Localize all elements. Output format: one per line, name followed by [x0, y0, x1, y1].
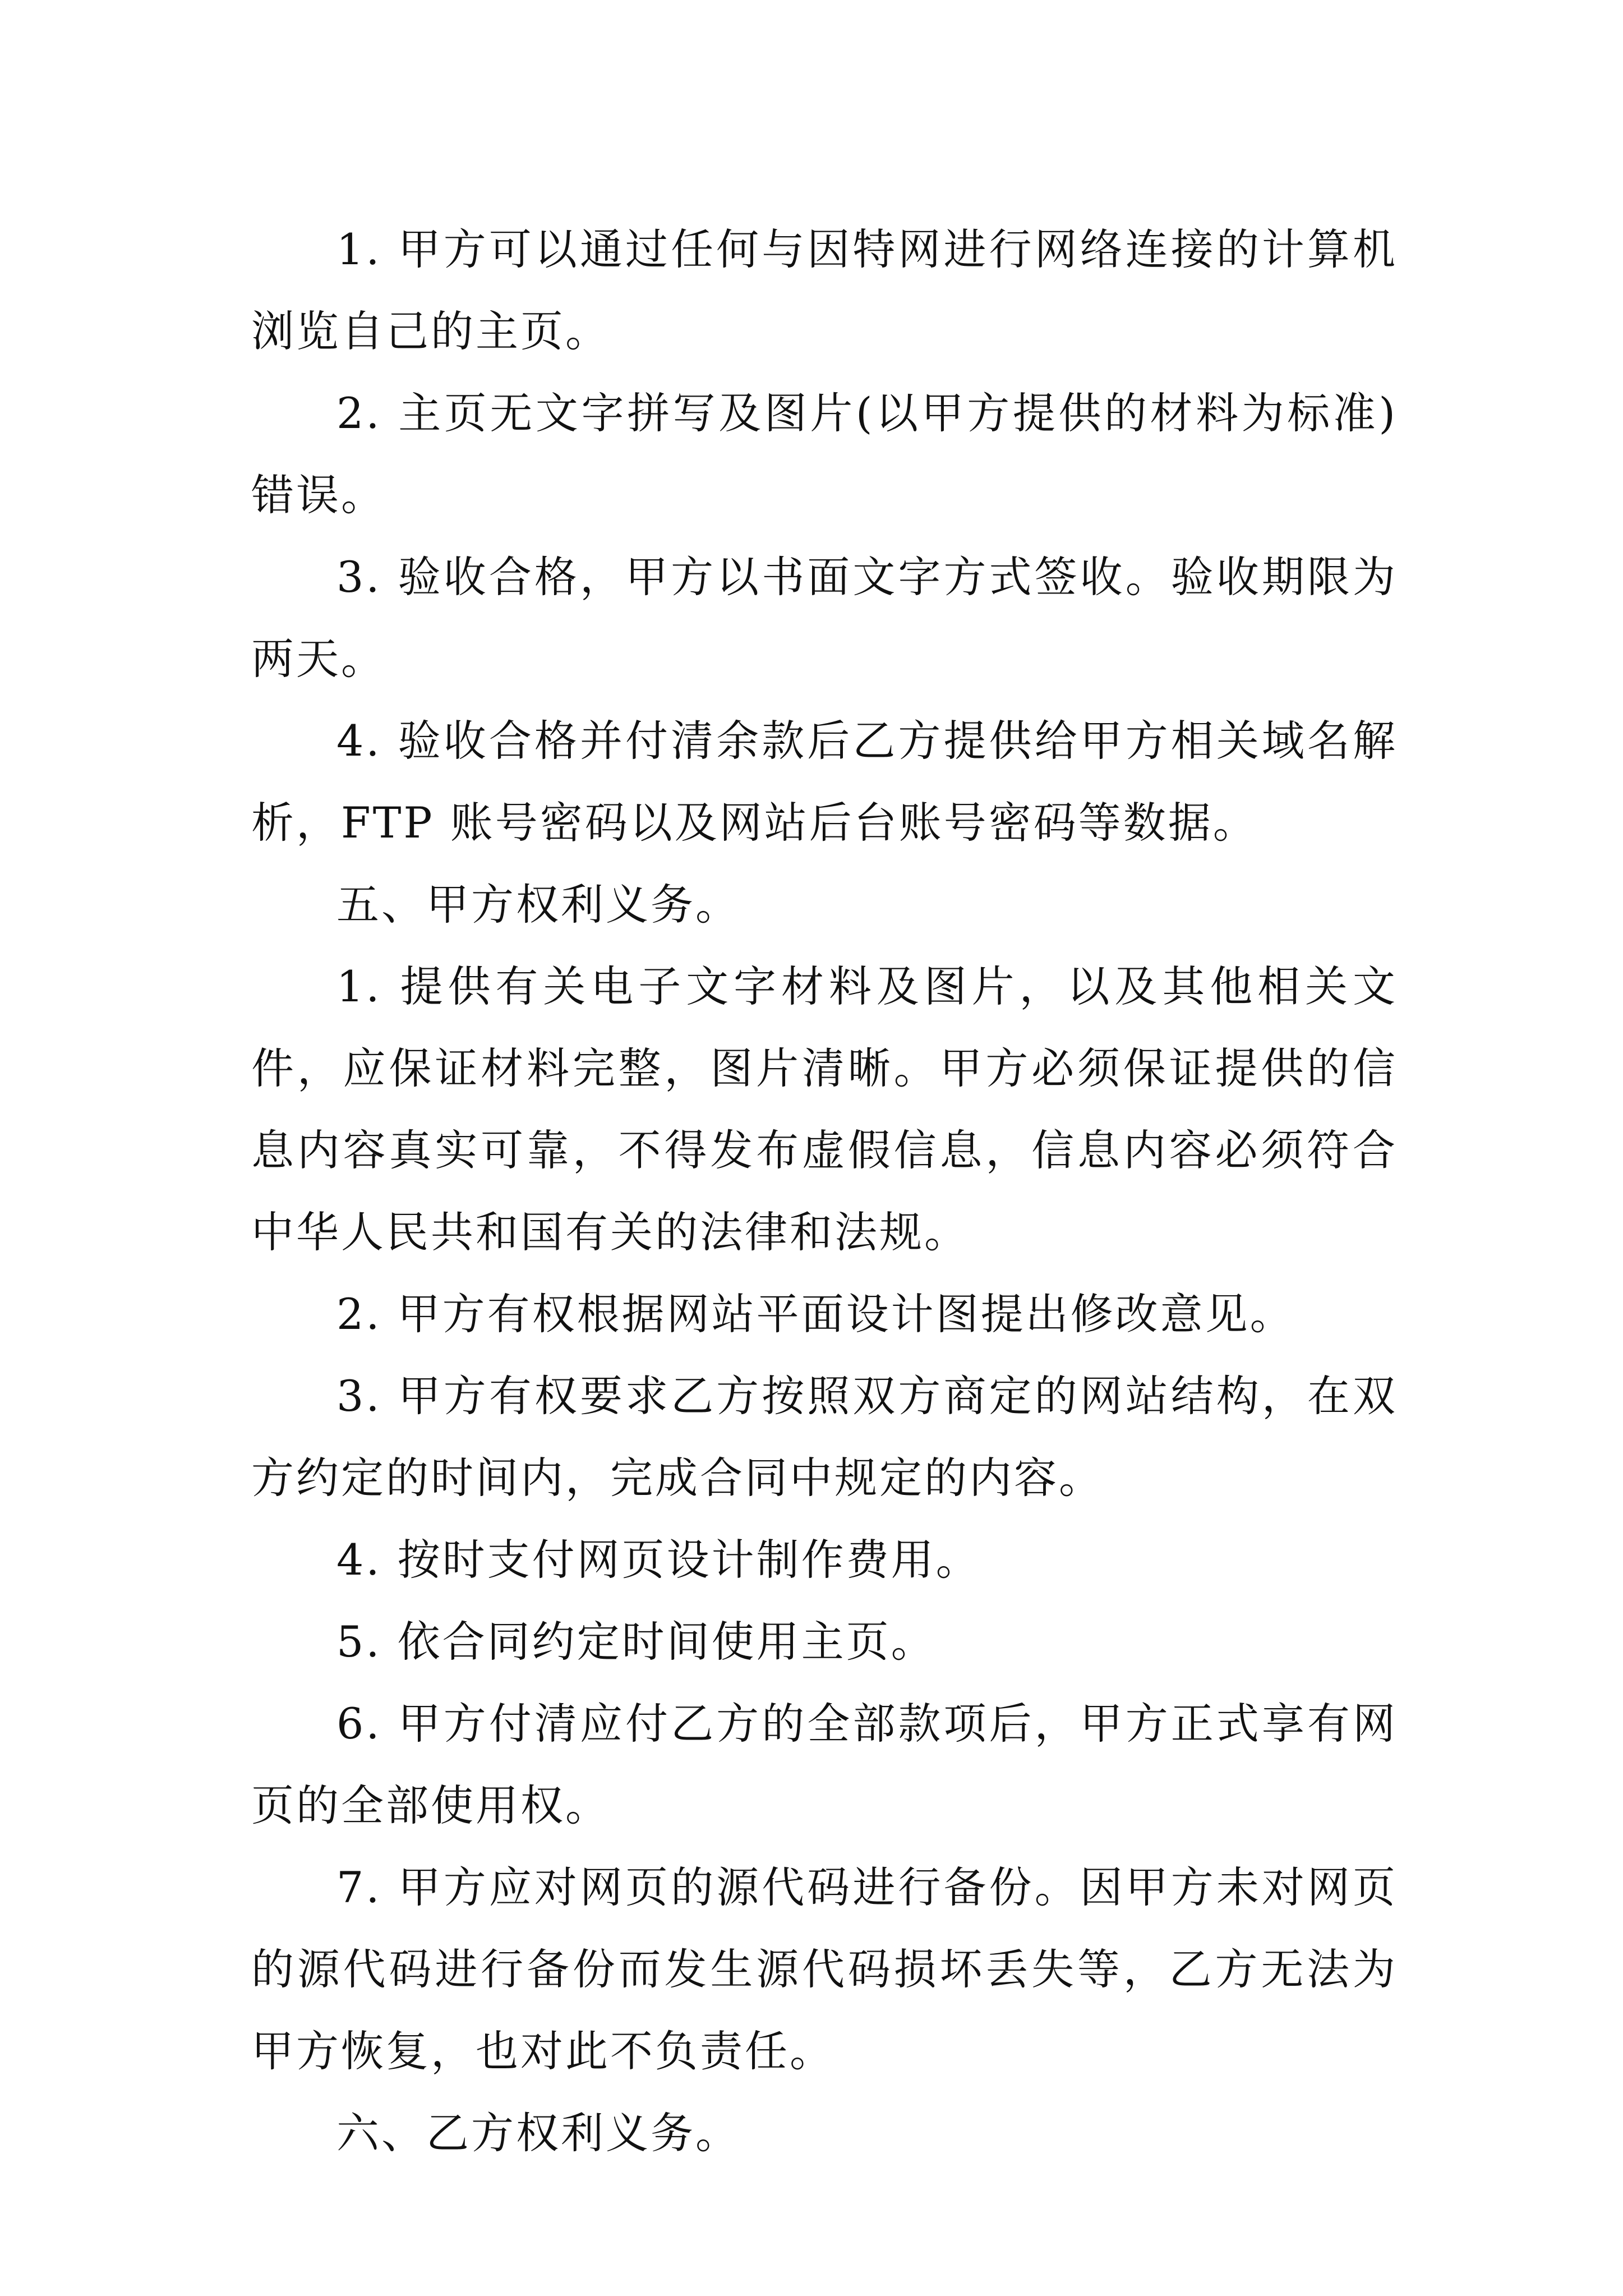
- paragraph-party-a-6: 6. 甲方付清应付乙方的全部款项后，甲方正式享有网页的全部使用权。: [251, 1699, 1398, 1830]
- section-heading-party-b: 六、乙方权利义务。: [336, 2108, 740, 2158]
- section-heading-party-a: 五、甲方权利义务。: [336, 880, 740, 930]
- paragraph-party-a-5: 5. 依合同约定时间使用主页。: [336, 1617, 936, 1667]
- paragraph-acceptance-3: 3. 验收合格，甲方以书面文字方式签收。验收期限为两天。: [251, 552, 1398, 684]
- paragraph-party-a-3: 3. 甲方有权要求乙方按照双方商定的网站结构，在双方约定的时间内，完成合同中规定的内容。: [251, 1371, 1398, 1503]
- document-body: [251, 209, 1398, 2174]
- paragraph-party-a-2: 2. 甲方有权根据网站平面设计图提出修改意见。: [336, 1289, 1295, 1339]
- paragraph-party-a-1: 1. 提供有关电子文字材料及图片，以及其他相关文件，应保证材料完整，图片清晰。甲方必须保证提供的信息内容真实可靠，不得发布虚假信息，信息内容必须符合中华人民共和国有关的法律和法规。: [251, 961, 1398, 1257]
- paragraph-party-a-7: 7. 甲方应对网页的源代码进行备份。因甲方未对网页的源代码进行备份而发生源代码损坏丢失等，乙方无法为甲方恢复，也对此不负责任。: [251, 1862, 1398, 2076]
- paragraph-party-a-4: 4. 按时支付网页设计制作费用。: [336, 1535, 981, 1585]
- paragraph-acceptance-4: 4. 验收合格并付清余款后乙方提供给甲方相关域名解析，FTP 账号密码以及网站后台账号密码等数据。: [251, 716, 1398, 848]
- paragraph-acceptance-1: 1. 甲方可以通过任何与因特网进行网络连接的计算机浏览自己的主页。: [251, 224, 1398, 356]
- paragraph-acceptance-2: 2. 主页无文字拼写及图片(以甲方提供的材料为标准)错误。: [251, 388, 1398, 520]
